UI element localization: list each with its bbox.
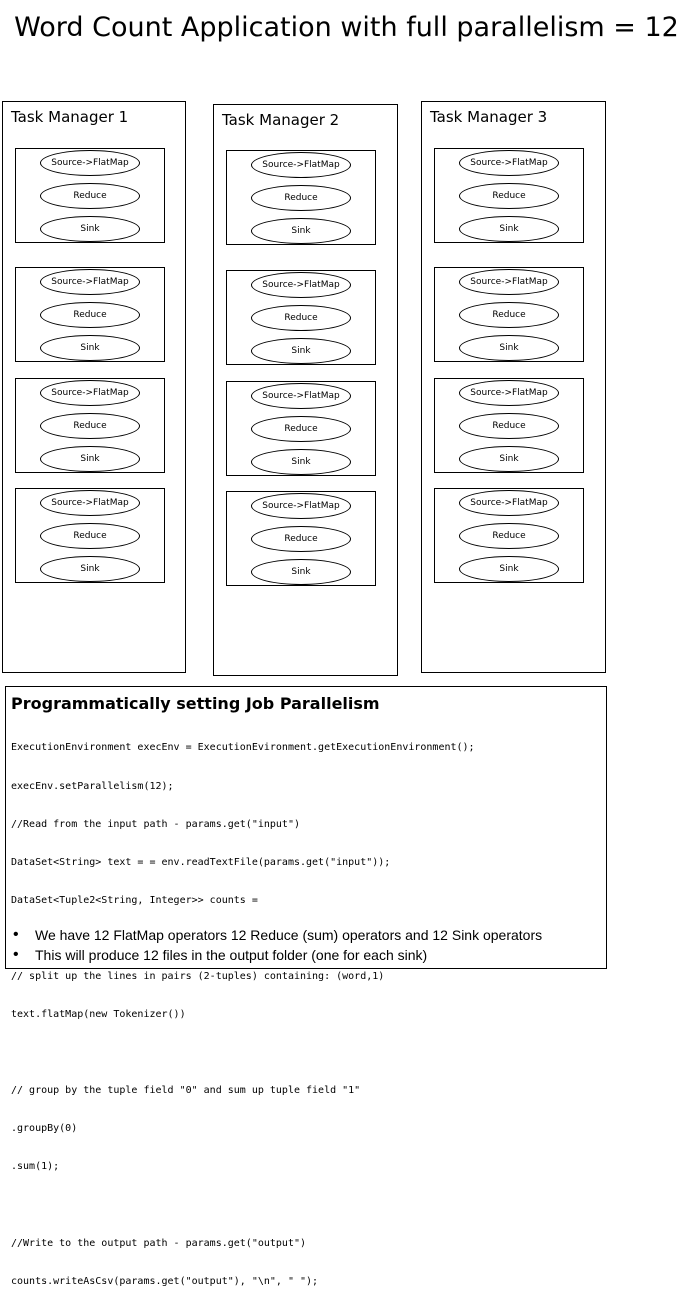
reduce-operator: Reduce: [40, 183, 140, 209]
reduce-operator: Reduce: [251, 526, 351, 552]
task-slot: [226, 491, 376, 586]
task-slot: [15, 488, 165, 583]
reduce-operator: Reduce: [459, 523, 559, 549]
task-manager-label: Task Manager 1: [11, 108, 129, 126]
bullet-list: [11, 925, 542, 965]
task-slot: [15, 267, 165, 362]
code-section-title: Programmatically setting Job Parallelism: [11, 694, 380, 713]
source-flatmap-operator: Source->FlatMap: [459, 150, 559, 176]
task-manager-3: [421, 101, 606, 673]
reduce-operator: Reduce: [40, 413, 140, 439]
reduce-operator: Reduce: [251, 416, 351, 442]
sink-operator: Sink: [251, 559, 351, 585]
task-slot: [15, 378, 165, 473]
source-flatmap-operator: Source->FlatMap: [459, 380, 559, 406]
source-flatmap-operator: Source->FlatMap: [40, 380, 140, 406]
source-flatmap-operator: Source->FlatMap: [251, 152, 351, 178]
sink-operator: Sink: [40, 556, 140, 582]
sink-operator: Sink: [40, 216, 140, 242]
reduce-operator: Reduce: [251, 185, 351, 211]
task-manager-1: [2, 101, 186, 673]
sink-operator: Sink: [459, 335, 559, 361]
task-slot: [226, 381, 376, 476]
task-slot: [434, 267, 584, 362]
task-slot: [434, 378, 584, 473]
reduce-operator: Reduce: [459, 413, 559, 439]
source-flatmap-operator: Source->FlatMap: [251, 272, 351, 298]
sink-operator: Sink: [40, 335, 140, 361]
bullet-item: • We have 12 FlatMap operators 12 Reduce (sum) operators and 12 Sink operators: [11, 925, 542, 945]
source-flatmap-operator: Source->FlatMap: [251, 493, 351, 519]
code-line: .groupBy(0): [11, 1123, 78, 1135]
sink-operator: Sink: [459, 216, 559, 242]
task-slot: [226, 270, 376, 365]
sink-operator: Sink: [251, 338, 351, 364]
task-manager-label: Task Manager 3: [430, 108, 548, 126]
sink-operator: Sink: [459, 556, 559, 582]
reduce-operator: Reduce: [40, 302, 140, 328]
sink-operator: Sink: [459, 446, 559, 472]
sink-operator: Sink: [40, 446, 140, 472]
sink-operator: Sink: [251, 218, 351, 244]
task-manager-label: Task Manager 2: [222, 111, 340, 129]
reduce-operator: Reduce: [459, 302, 559, 328]
source-flatmap-operator: Source->FlatMap: [40, 490, 140, 516]
sink-operator: Sink: [251, 449, 351, 475]
source-flatmap-operator: Source->FlatMap: [40, 269, 140, 295]
code-line: .sum(1);: [11, 1161, 60, 1173]
code-block: [11, 717, 475, 1314]
code-line: execEnv.setParallelism(12);: [11, 780, 174, 792]
code-line: // split up the lines in pairs (2-tuples) containing: (word,1): [11, 970, 385, 982]
bullet-item: • This will produce 12 files in the output folder (one for each sink): [11, 945, 542, 965]
source-flatmap-operator: Source->FlatMap: [459, 490, 559, 516]
source-flatmap-operator: Source->FlatMap: [459, 269, 559, 295]
code-line: DataSet<String> text = = env.readTextFile(params.get("input"));: [11, 856, 391, 868]
reduce-operator: Reduce: [251, 305, 351, 331]
code-line-blank: [11, 1047, 475, 1060]
page-title: Word Count Application with full parallelism = 12: [14, 12, 679, 43]
task-slot: [434, 148, 584, 243]
code-line: // group by the tuple field "0" and sum up tuple field "1": [11, 1085, 361, 1097]
task-manager-2: [213, 104, 398, 676]
code-line: counts.writeAsCsv(params.get("output"), "\n", " ");: [11, 1275, 319, 1287]
task-slot: [226, 150, 376, 245]
reduce-operator: Reduce: [40, 523, 140, 549]
source-flatmap-operator: Source->FlatMap: [40, 150, 140, 176]
reduce-operator: Reduce: [459, 183, 559, 209]
code-line: DataSet<Tuple2<String, Integer>> counts =: [11, 894, 258, 906]
code-line: //Read from the input path - params.get("input"): [11, 818, 300, 830]
code-line: //Write to the output path - params.get("output"): [11, 1237, 307, 1249]
code-section: [5, 686, 607, 1287]
task-slot: [15, 148, 165, 243]
source-flatmap-operator: Source->FlatMap: [251, 383, 351, 409]
task-slot: [434, 488, 584, 583]
code-line: text.flatMap(new Tokenizer()): [11, 1009, 186, 1021]
code-line: ExecutionEnvironment execEnv = ExecutionEvironment.getExecutionEnvironment();: [11, 742, 475, 754]
code-line-blank: [11, 1200, 475, 1213]
